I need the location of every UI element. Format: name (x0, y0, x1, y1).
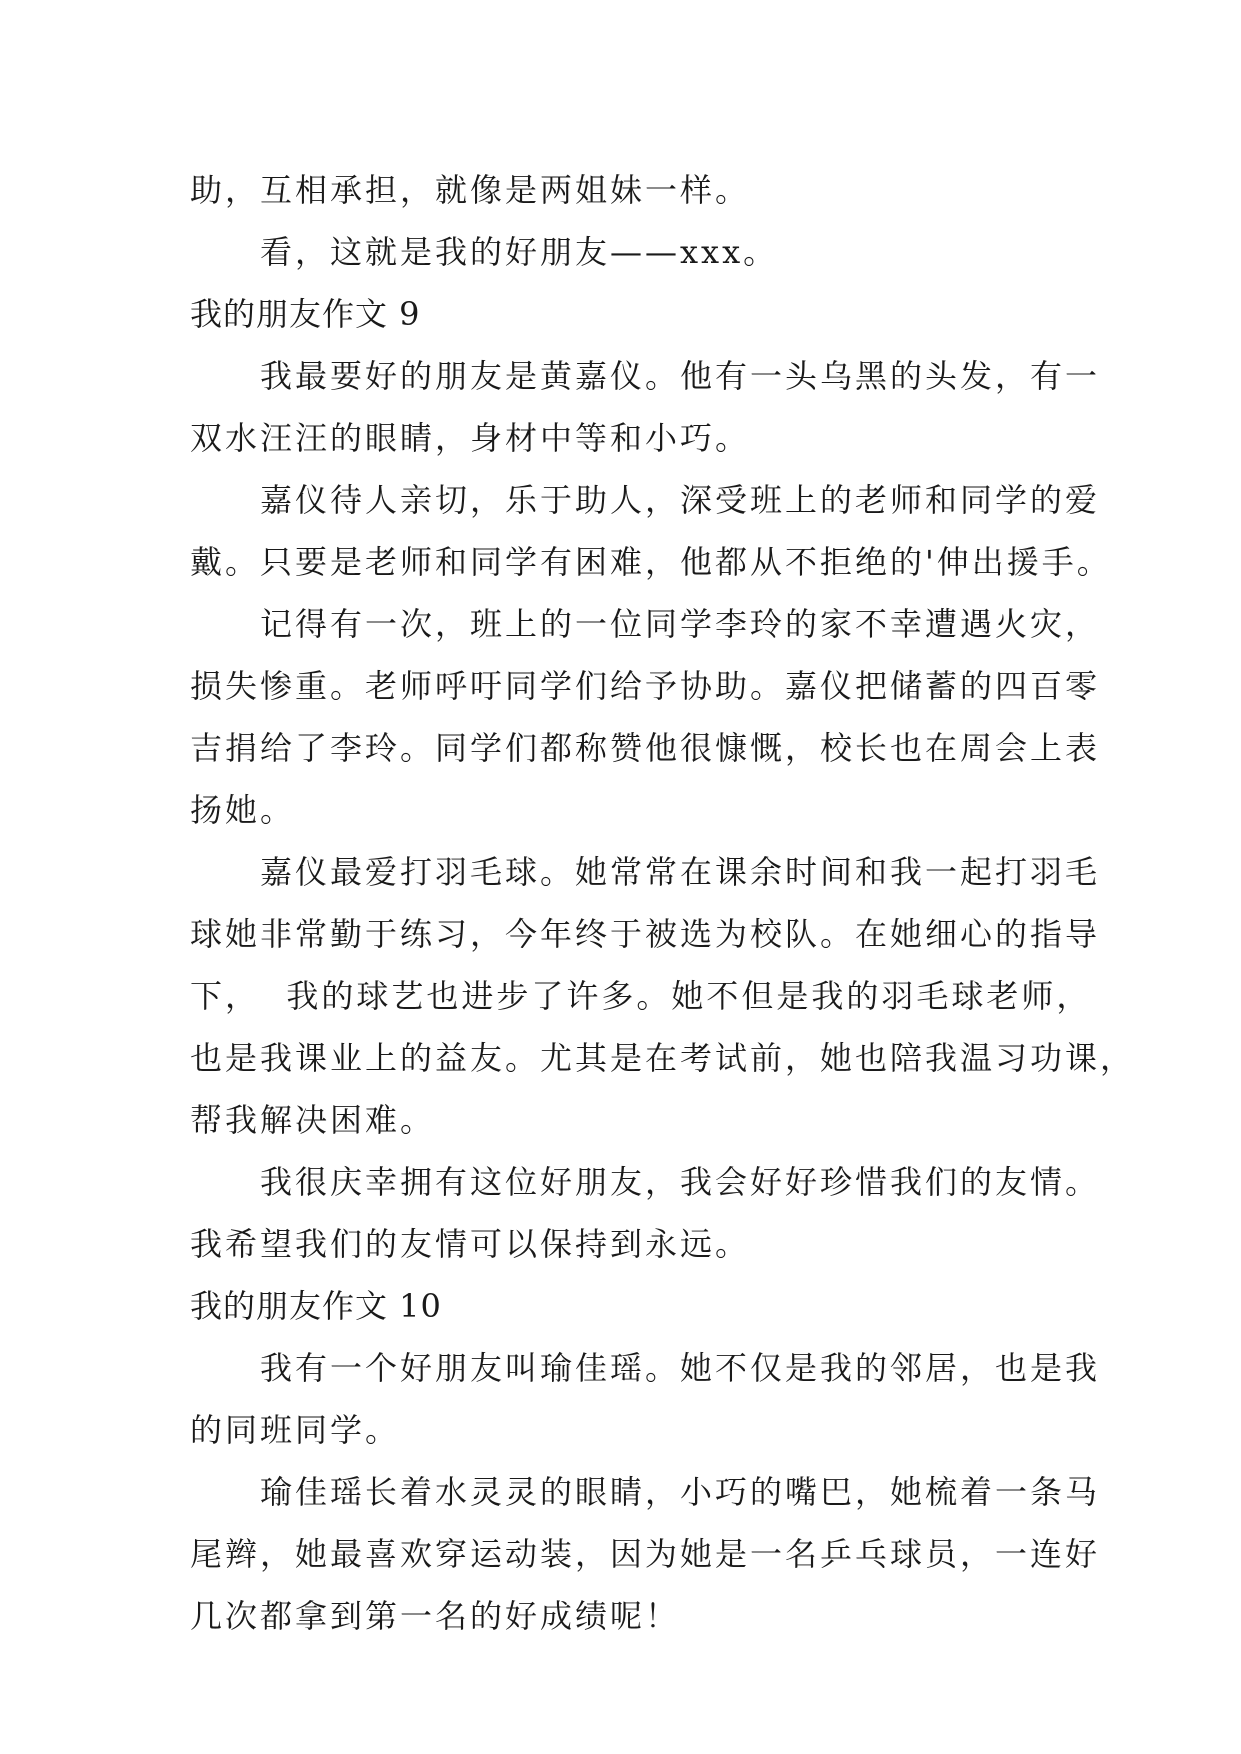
paragraph-line: 损失惨重。老师呼吁同学们给予协助。嘉仪把储蓄的四百零 (190, 667, 1101, 705)
paragraph-line: 帮我解决困难。 (190, 1101, 436, 1139)
paragraph-line: 几次都拿到第一名的好成绩呢！ (190, 1597, 681, 1635)
paragraph-line: 嘉仪待人亲切，乐于助人，深受班上的老师和同学的爱 (260, 481, 1101, 519)
section-heading: 我的朋友作文 9 (190, 295, 421, 333)
paragraph-line: 我很庆幸拥有这位好朋友，我会好好珍惜我们的友情。 (260, 1163, 1101, 1201)
document-body (190, 159, 1136, 1647)
paragraph-line: 瑜佳瑶长着水灵灵的眼睛，小巧的嘴巴，她梳着一条马 (260, 1473, 1101, 1511)
paragraph-line: 球她非常勤于练习，今年终于被选为校队。在她细心的指导 (190, 915, 1101, 953)
paragraph-line: 扬她。 (190, 791, 296, 829)
paragraph-line: 我最要好的朋友是黄嘉仪。他有一头乌黑的头发，有一 (260, 357, 1101, 395)
paragraph-line: 看，这就是我的好朋友——xxx。 (260, 233, 779, 271)
paragraph-line: 的同班同学。 (190, 1411, 401, 1449)
paragraph-line: 尾辫，她最喜欢穿运动装，因为她是一名乒乓球员，一连好 (190, 1535, 1101, 1573)
paragraph-line: 助，互相承担，就像是两姐妹一样。 (190, 171, 751, 209)
paragraph-line: 下， 我的球艺也进步了许多。她不但是我的羽毛球老师， (190, 977, 1092, 1015)
paragraph-line: 也是我课业上的益友。尤其是在考试前，她也陪我温习功课， (190, 1039, 1136, 1077)
paragraph-line: 记得有一次，班上的一位同学李玲的家不幸遭遇火灾， (260, 605, 1101, 643)
paragraph-line: 嘉仪最爱打羽毛球。她常常在课余时间和我一起打羽毛 (260, 853, 1101, 891)
paragraph-line: 我希望我们的友情可以保持到永远。 (190, 1225, 751, 1263)
section-heading: 我的朋友作文 10 (190, 1287, 442, 1325)
paragraph-line: 吉捐给了李玲。同学们都称赞他很慷慨，校长也在周会上表 (190, 729, 1101, 767)
paragraph-line: 双水汪汪的眼睛，身材中等和小巧。 (190, 419, 751, 457)
paragraph-line: 我有一个好朋友叫瑜佳瑶。她不仅是我的邻居，也是我 (260, 1349, 1101, 1387)
paragraph-line: 戴。只要是老师和同学有困难，他都从不拒绝的'伸出援手。 (190, 543, 1112, 581)
